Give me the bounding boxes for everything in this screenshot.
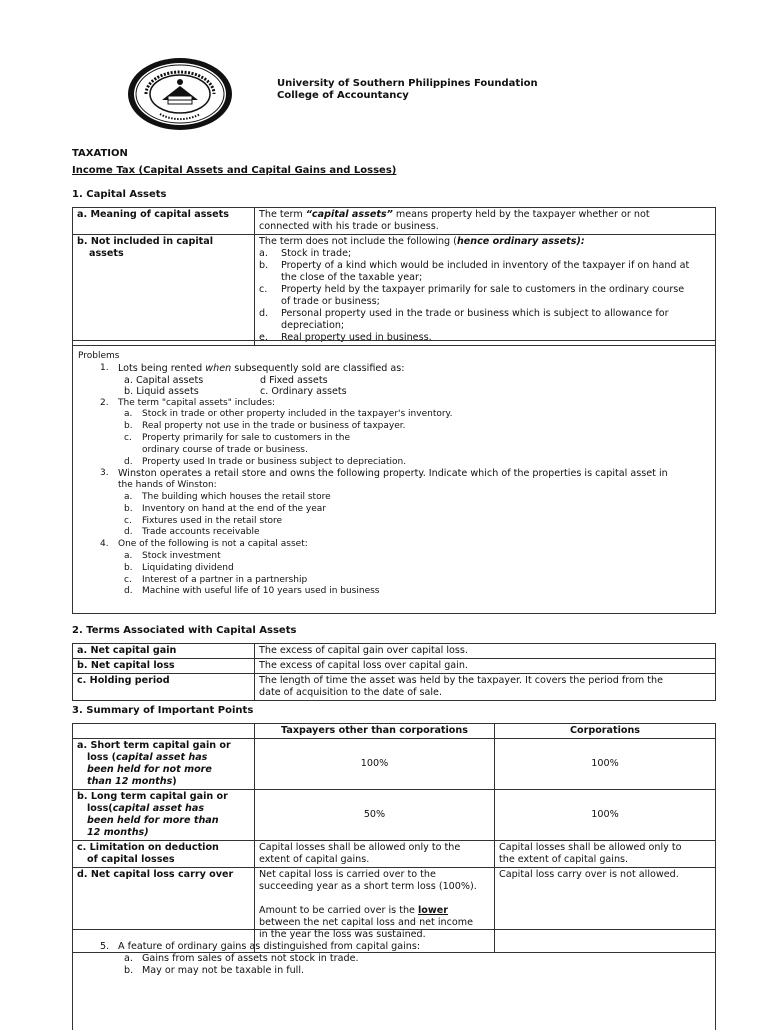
list-item: b. May or may not be taxable in full. bbox=[124, 965, 305, 976]
section3-heading: 3. Summary of Important Points bbox=[72, 705, 254, 716]
row-label: a. Short term capital gain or loss (capital asset has been held for not more than 12 months) bbox=[73, 739, 255, 790]
table-row bbox=[73, 644, 716, 659]
table-row bbox=[73, 659, 716, 674]
list-item: c. Property primarily for sale to customers in the bbox=[124, 432, 351, 443]
problem5: 5. A feature of ordinary gains as distinguished from capital gains: a. Gains from sales of assets not stock in trade. b. May or may not be taxable in full. bbox=[78, 941, 420, 977]
list-item: c. Property held by the taxpayer primarily for sale to customers in the ordinary course bbox=[259, 284, 685, 295]
list-item: a. Stock investment bbox=[124, 550, 221, 561]
list-item: d. Personal property used in the trade or business which is subject to allowance for bbox=[259, 308, 669, 319]
problems-list: Problems 1. Lots being rented when subsequently sold are classified as: a. Capital assets d Fixed assets b. Liquid assets c. Ordinary assets 2. The term "capital assets" includes: a. Stock in trade or other property included in the taxpayer's inventory. b. Real property not use in the trade or business of taxpayer. c. Property primarily for sale to customers in the ordinary course of trade or business. d. Property used In trade or business subject to depreciation. 3. Winston operates a retail store and owns the following property. Indicate which of the properties is capital asset in the hands of Winston: a. The building which houses the retail store b. Inventory on hand at the end of the year c. Fixtures used in the retail store d. Trade accounts receivable 4. One of the following is not a capital asset: a. Stock investment b. Liquidating dividend c. Interest of a partner in a partnership d. Machine with useful life of 10 years used in business bbox=[78, 351, 668, 597]
section1-heading: 1. Capital Assets bbox=[72, 189, 167, 200]
row-value: The term “capital assets” means property held by the taxpayer whether or not connected with his trade or business. bbox=[255, 208, 716, 235]
row-value: The length of time the asset was held by the taxpayer. It covers the period from the date of acquisition to the date of sale. bbox=[255, 674, 716, 701]
table-header-row bbox=[73, 724, 716, 739]
cell-value: Net capital loss is carried over to the succeeding year as a short term loss (100%). Amount to be carried over is the lower between the net capital loss and net income in the year the loss was sustained. bbox=[255, 868, 495, 953]
list-item: a. The building which houses the retail store bbox=[124, 491, 331, 502]
capital-assets-table bbox=[72, 207, 716, 346]
list-item: c. Fixtures used in the retail store bbox=[124, 515, 283, 526]
list-item: d. Property used In trade or business subject to depreciation. bbox=[124, 456, 407, 467]
cell-value: 50% bbox=[255, 790, 495, 841]
list-item: b. Real property not use in the trade or business of taxpayer. bbox=[124, 421, 406, 432]
university-seal-logo bbox=[126, 56, 234, 132]
section2-heading: 2. Terms Associated with Capital Assets bbox=[72, 625, 297, 636]
list-item: of trade or business; bbox=[281, 296, 380, 307]
list-item: e. Real property used in business. bbox=[259, 332, 432, 343]
row-label: b. Not included in capital assets bbox=[73, 235, 255, 346]
row-value: The excess of capital gain over capital loss. bbox=[255, 644, 716, 659]
row-value: The term does not include the following (hence ordinary assets): a. Stock in trade; b. Property of a kind which would be included in inventory of the taxpayer if on hand at the close of the taxable year; c. Property held by the taxpayer primarily for sale to customers in the ordinary course of trade or business; d. Personal property used in the trade or business which is subject to allowance for depreciation; e. Real property used in business. bbox=[255, 235, 716, 346]
cell-value: 100% bbox=[495, 739, 716, 790]
cell-value: Capital loss carry over is not allowed. bbox=[495, 868, 716, 953]
problems-title: Problems bbox=[78, 351, 120, 361]
university-name: University of Southern Philippines Foundation bbox=[277, 78, 538, 89]
row-label: b. Net capital loss bbox=[73, 659, 255, 674]
row-label: d. Net capital loss carry over bbox=[73, 868, 255, 953]
topic-title: Income Tax (Capital Assets and Capital Gains and Losses) bbox=[72, 165, 397, 176]
subject-title: TAXATION bbox=[72, 148, 128, 159]
list-item: a. Stock in trade or other property included in the taxpayer's inventory. bbox=[124, 409, 453, 420]
list-item: depreciation; bbox=[281, 320, 345, 331]
list-item: d. Machine with useful life of 10 years used in business bbox=[124, 586, 380, 597]
institution-header bbox=[277, 78, 538, 102]
list-item: c. Interest of a partner in a partnership bbox=[124, 574, 308, 585]
list-item: a. Stock in trade; bbox=[259, 248, 352, 259]
cell-value: Capital losses shall be allowed only to the extent of capital gains. bbox=[495, 841, 716, 868]
cell-value: 100% bbox=[495, 790, 716, 841]
column-header: Taxpayers other than corporations bbox=[255, 724, 495, 739]
row-label: a. Net capital gain bbox=[73, 644, 255, 659]
list-item: ordinary course of trade or business. bbox=[142, 444, 308, 455]
row-label: a. Meaning of capital assets bbox=[73, 208, 255, 235]
row-value: The excess of capital loss over capital gain. bbox=[255, 659, 716, 674]
list-item: b. Inventory on hand at the end of the year bbox=[124, 503, 327, 514]
table-row bbox=[73, 208, 716, 235]
terms-table bbox=[72, 643, 716, 701]
cell-value: Capital losses shall be allowed only to the extent of capital gains. bbox=[255, 841, 495, 868]
list-item: b. Property of a kind which would be included in inventory of the taxpayer if on hand at bbox=[259, 260, 690, 271]
list-item: a. Gains from sales of assets not stock in trade. bbox=[124, 953, 359, 964]
column-header: Corporations bbox=[495, 724, 716, 739]
table-row bbox=[73, 235, 716, 346]
table-row bbox=[73, 674, 716, 701]
row-label: c. Limitation on deduction of capital losses bbox=[73, 841, 255, 868]
summary-table bbox=[72, 723, 716, 953]
cell-value: 100% bbox=[255, 739, 495, 790]
table-row bbox=[73, 790, 716, 841]
college-name: College of Accountancy bbox=[277, 90, 409, 101]
row-label: b. Long term capital gain or loss(capital asset has been held for more than 12 months) bbox=[73, 790, 255, 841]
row-label: c. Holding period bbox=[73, 674, 255, 701]
table-row bbox=[73, 739, 716, 790]
list-item: d. Trade accounts receivable bbox=[124, 527, 260, 538]
list-item: b. Liquidating dividend bbox=[124, 562, 234, 573]
list-item: the close of the taxable year; bbox=[281, 272, 423, 283]
table-row bbox=[73, 841, 716, 868]
